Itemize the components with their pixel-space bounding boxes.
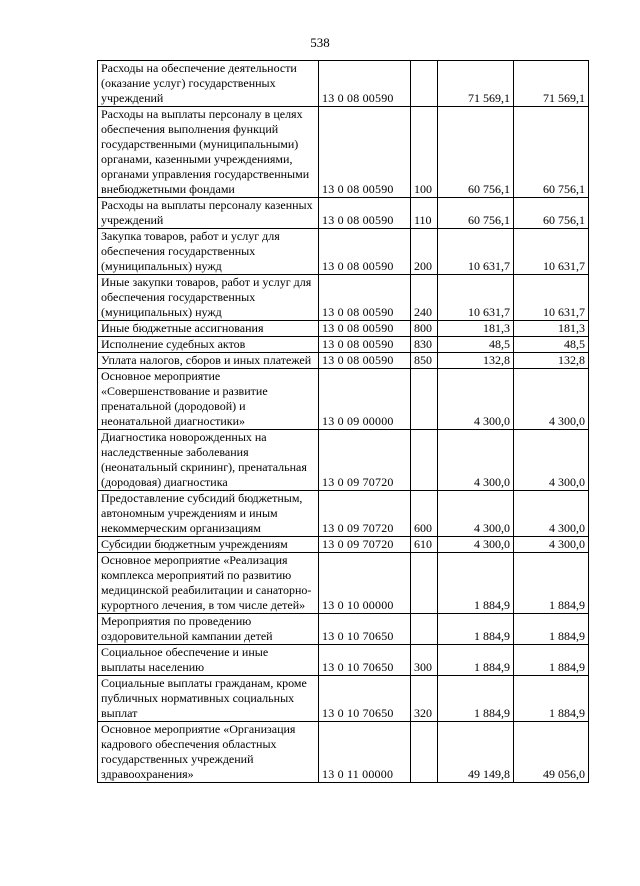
table-row <box>98 676 589 722</box>
expense-type-code-cell <box>411 369 438 430</box>
expense-name-cell: Социальные выплаты гражданам, кроме публичных нормативных социальных выплат <box>98 676 319 722</box>
table-row <box>98 537 589 553</box>
expense-name-cell: Предоставление субсидий бюджетным, автономным учреждениям и иным некоммерческим организациям <box>98 491 319 537</box>
expense-type-code-cell <box>411 614 438 645</box>
expense-type-code-cell: 200 <box>411 229 438 275</box>
table-row <box>98 198 589 229</box>
target-article-code-cell: 13 0 10 00000 <box>319 553 411 614</box>
amount-year-2-cell: 60 756,1 <box>514 107 589 198</box>
amount-year-1-cell: 1 884,9 <box>438 553 514 614</box>
expense-name-cell: Субсидии бюджетным учреждениям <box>98 537 319 553</box>
expense-name-cell: Иные закупки товаров, работ и услуг для обеспечения государственных (муниципальных) нужд <box>98 275 319 321</box>
target-article-code-cell: 13 0 10 70650 <box>319 676 411 722</box>
expense-name-cell: Диагностика новорожденных на наследственные заболевания (неонатальный скрининг), пренатальная (дородовая) диагностика <box>98 430 319 491</box>
target-article-code-cell: 13 0 08 00590 <box>319 107 411 198</box>
page-number: 538 <box>310 35 330 50</box>
target-article-code-cell: 13 0 09 00000 <box>319 369 411 430</box>
amount-year-2-cell: 4 300,0 <box>514 369 589 430</box>
amount-year-2-cell: 60 756,1 <box>514 198 589 229</box>
expense-name-cell: Основное мероприятие «Организация кадрового обеспечения областных государственных учреждений здравоохранения» <box>98 722 319 783</box>
expense-name-cell: Закупка товаров, работ и услуг для обеспечения государственных (муниципальных) нужд <box>98 229 319 275</box>
amount-year-1-cell: 4 300,0 <box>438 369 514 430</box>
expense-type-code-cell: 610 <box>411 537 438 553</box>
target-article-code-cell: 13 0 09 70720 <box>319 491 411 537</box>
amount-year-1-cell: 4 300,0 <box>438 537 514 553</box>
expense-type-code-cell: 300 <box>411 645 438 676</box>
expense-name-cell: Исполнение судебных актов <box>98 337 319 353</box>
expense-name-cell: Социальное обеспечение и иные выплаты населению <box>98 645 319 676</box>
table-row <box>98 61 589 107</box>
amount-year-2-cell: 71 569,1 <box>514 61 589 107</box>
amount-year-1-cell: 48,5 <box>438 337 514 353</box>
expense-type-code-cell: 850 <box>411 353 438 369</box>
amount-year-2-cell: 1 884,9 <box>514 553 589 614</box>
target-article-code-cell: 13 0 08 00590 <box>319 353 411 369</box>
amount-year-1-cell: 1 884,9 <box>438 676 514 722</box>
expense-type-code-cell: 600 <box>411 491 438 537</box>
target-article-code-cell: 13 0 09 70720 <box>319 537 411 553</box>
amount-year-1-cell: 60 756,1 <box>438 107 514 198</box>
target-article-code-cell: 13 0 08 00590 <box>319 275 411 321</box>
amount-year-1-cell: 181,3 <box>438 321 514 337</box>
table-row <box>98 229 589 275</box>
expense-type-code-cell: 830 <box>411 337 438 353</box>
expense-type-code-cell <box>411 722 438 783</box>
table-row <box>98 275 589 321</box>
expense-type-code-cell <box>411 61 438 107</box>
amount-year-2-cell: 132,8 <box>514 353 589 369</box>
expense-type-code-cell <box>411 430 438 491</box>
target-article-code-cell: 13 0 08 00590 <box>319 61 411 107</box>
amount-year-1-cell: 60 756,1 <box>438 198 514 229</box>
amount-year-1-cell: 71 569,1 <box>438 61 514 107</box>
expense-type-code-cell: 110 <box>411 198 438 229</box>
amount-year-2-cell: 1 884,9 <box>514 614 589 645</box>
amount-year-2-cell: 1 884,9 <box>514 645 589 676</box>
expense-name-cell: Основное мероприятие «Совершенствование и развитие пренатальной (дородовой) и неонатальной диагностики» <box>98 369 319 430</box>
amount-year-2-cell: 1 884,9 <box>514 676 589 722</box>
expense-name-cell: Уплата налогов, сборов и иных платежей <box>98 353 319 369</box>
expense-type-code-cell <box>411 553 438 614</box>
expense-type-code-cell: 320 <box>411 676 438 722</box>
amount-year-2-cell: 4 300,0 <box>514 537 589 553</box>
table-row <box>98 430 589 491</box>
table-row <box>98 107 589 198</box>
expense-name-cell: Мероприятия по проведению оздоровительной кампании детей <box>98 614 319 645</box>
expense-name-cell: Расходы на выплаты персоналу в целях обеспечения выполнения функций государственными (муниципальными) органами, казенными учреждениями, органами управления государственными внебюджетными фондами <box>98 107 319 198</box>
table-row <box>98 491 589 537</box>
target-article-code-cell: 13 0 09 70720 <box>319 430 411 491</box>
expense-name-cell: Расходы на выплаты персоналу казенных учреждений <box>98 198 319 229</box>
target-article-code-cell: 13 0 10 70650 <box>319 614 411 645</box>
expense-type-code-cell: 800 <box>411 321 438 337</box>
table-row <box>98 722 589 783</box>
amount-year-2-cell: 4 300,0 <box>514 430 589 491</box>
target-article-code-cell: 13 0 10 70650 <box>319 645 411 676</box>
amount-year-1-cell: 1 884,9 <box>438 614 514 645</box>
table-row <box>98 369 589 430</box>
amount-year-2-cell: 10 631,7 <box>514 275 589 321</box>
expense-name-cell: Иные бюджетные ассигнования <box>98 321 319 337</box>
expense-name-cell: Расходы на обеспечение деятельности (оказание услуг) государственных учреждений <box>98 61 319 107</box>
table-row <box>98 353 589 369</box>
amount-year-2-cell: 48,5 <box>514 337 589 353</box>
expense-type-code-cell: 240 <box>411 275 438 321</box>
amount-year-1-cell: 1 884,9 <box>438 645 514 676</box>
expense-type-code-cell: 100 <box>411 107 438 198</box>
target-article-code-cell: 13 0 08 00590 <box>319 229 411 275</box>
amount-year-2-cell: 181,3 <box>514 321 589 337</box>
amount-year-1-cell: 4 300,0 <box>438 430 514 491</box>
target-article-code-cell: 13 0 08 00590 <box>319 337 411 353</box>
amount-year-1-cell: 10 631,7 <box>438 229 514 275</box>
budget-table-body <box>98 61 589 783</box>
target-article-code-cell: 13 0 11 00000 <box>319 722 411 783</box>
table-row <box>98 645 589 676</box>
expense-name-cell: Основное мероприятие «Реализация комплекса мероприятий по развитию медицинской реабилитации и санаторно-курортного лечения, в том числе детей» <box>98 553 319 614</box>
table-row <box>98 553 589 614</box>
amount-year-2-cell: 4 300,0 <box>514 491 589 537</box>
budget-table <box>97 60 589 783</box>
amount-year-1-cell: 132,8 <box>438 353 514 369</box>
amount-year-1-cell: 10 631,7 <box>438 275 514 321</box>
target-article-code-cell: 13 0 08 00590 <box>319 321 411 337</box>
target-article-code-cell: 13 0 08 00590 <box>319 198 411 229</box>
amount-year-2-cell: 10 631,7 <box>514 229 589 275</box>
table-row <box>98 321 589 337</box>
table-row <box>98 337 589 353</box>
amount-year-2-cell: 49 056,0 <box>514 722 589 783</box>
table-row <box>98 614 589 645</box>
amount-year-1-cell: 4 300,0 <box>438 491 514 537</box>
amount-year-1-cell: 49 149,8 <box>438 722 514 783</box>
